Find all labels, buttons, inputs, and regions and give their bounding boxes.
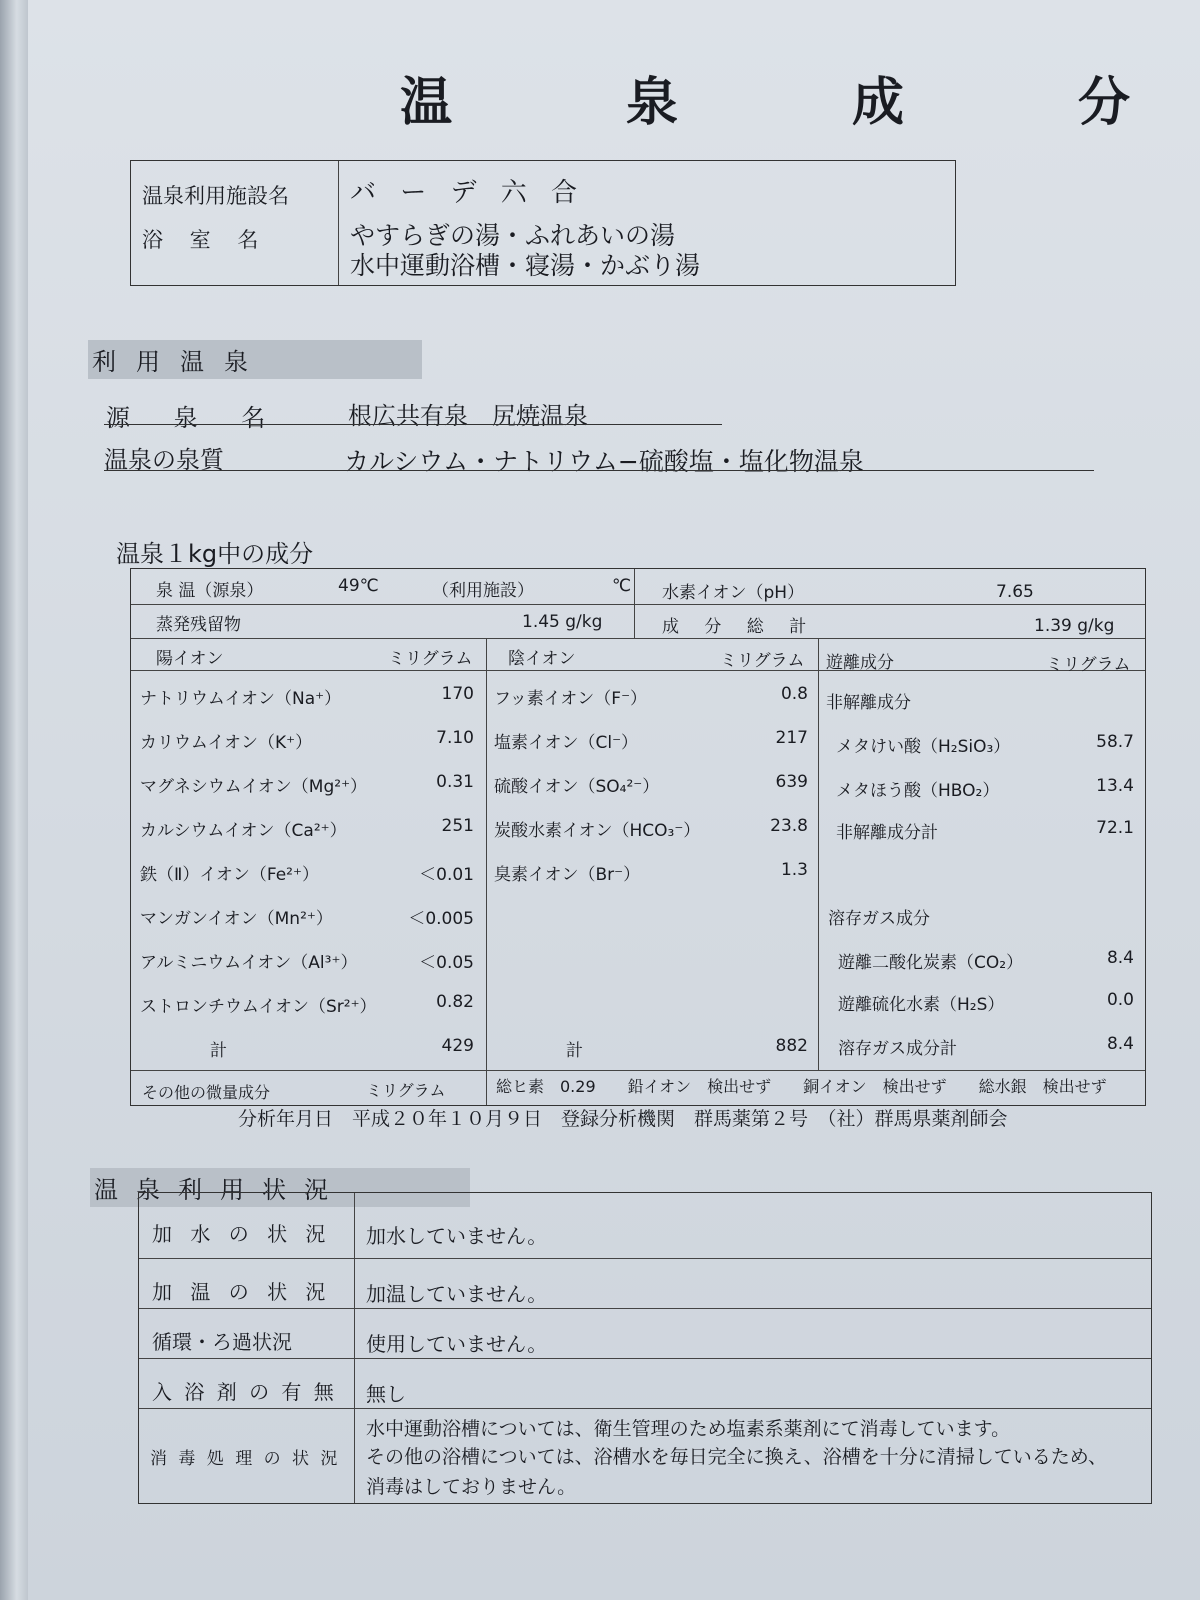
cation-value: 251 xyxy=(441,816,474,836)
disinfection-line-2: その他の浴槽については、浴槽水を毎日完全に換え、浴槽を十分に清掃しているため、 xyxy=(366,1446,1108,1468)
cation-value: ＜0.01 xyxy=(419,865,474,885)
anion-value: 0.8 xyxy=(780,684,808,704)
components-heading: 温泉１kg中の成分 xyxy=(116,540,314,568)
usage-label: 入 浴 剤 の 有 無 xyxy=(152,1380,337,1404)
free-name: メタほう酸（HBO₂） xyxy=(836,781,1000,801)
title-char: 成 xyxy=(851,73,904,133)
trace-unit: ミリグラム xyxy=(366,1081,446,1100)
free-unit: ミリグラム xyxy=(1046,655,1131,675)
cation-name: マンガンイオン（Mn²⁺） xyxy=(140,909,333,929)
trace-items: 総ヒ素 0.29 鉛イオン 検出せず 銅イオン 検出せず 総水銀 検出せず xyxy=(496,1077,1107,1096)
cation-name: マグネシウムイオン（Mg²⁺） xyxy=(140,777,368,797)
facility-temp-unit: ℃ xyxy=(612,576,632,596)
cation-name: ストロンチウムイオン（Sr²⁺） xyxy=(140,997,377,1017)
total-label: 成 分 総 計 xyxy=(662,617,817,637)
facility-temp-label: （利用施設） xyxy=(432,581,534,601)
anion-total-label: 計 xyxy=(566,1041,583,1061)
gas-value: 8.4 xyxy=(1106,1034,1134,1054)
total-value: 1.39 g/kg xyxy=(1034,616,1115,636)
gas-value: 0.0 xyxy=(1106,990,1134,1010)
cation-unit: ミリグラム xyxy=(388,649,473,669)
source-name-label: 源 泉 名 xyxy=(106,404,284,432)
usage-label: 加 温 の 状 況 xyxy=(152,1280,332,1304)
disinfection-label: 消 毒 処 理 の 状 況 xyxy=(150,1449,341,1469)
trace-label: その他の微量成分 xyxy=(142,1083,271,1102)
page-edge xyxy=(0,0,28,1600)
anion-name: 臭素イオン（Br⁻） xyxy=(494,865,641,885)
free-header: 遊離成分 xyxy=(826,653,894,673)
cation-value: 170 xyxy=(441,684,474,704)
usage-label: 加 水 の 状 況 xyxy=(152,1222,332,1246)
facility-label: 温泉利用施設名 xyxy=(142,184,289,208)
page-title xyxy=(400,60,1130,135)
free-value: 13.4 xyxy=(1096,776,1134,796)
title-char: 泉 xyxy=(625,73,678,133)
anion-value: 217 xyxy=(775,728,808,748)
usage-value: 使用していません。 xyxy=(366,1332,548,1356)
gas-name: 遊離二酸化炭素（CO₂） xyxy=(838,953,1024,973)
free-value: 58.7 xyxy=(1096,732,1134,752)
temp-label: 泉 温（源泉） xyxy=(156,581,264,601)
anion-value: 23.8 xyxy=(770,816,808,836)
residue-label: 蒸発残留物 xyxy=(156,615,241,635)
disinfection-line-1: 水中運動浴槽については、衛生管理のため塩素系薬剤にて消毒しています。 xyxy=(366,1418,1011,1440)
ph-value: 7.65 xyxy=(996,582,1034,602)
analysis-info: 分析年月日 平成２０年１０月９日 登録分析機関 群馬薬第２号 （社）群馬県薬剤師会 xyxy=(238,1108,1008,1130)
dissolved-gas-label: 溶存ガス成分 xyxy=(828,909,930,929)
anion-name: 硫酸イオン（SO₄²⁻） xyxy=(494,777,660,797)
section-heading-source: 利用温泉 xyxy=(88,340,422,379)
disinfection-line-3: 消毒はしておりません。 xyxy=(366,1476,577,1498)
cation-total-value: 429 xyxy=(441,1036,474,1056)
anion-value: 1.3 xyxy=(780,860,808,880)
section-heading-usage: 温泉利用状況 xyxy=(90,1168,470,1207)
nondissociated-label: 非解離成分 xyxy=(826,693,911,713)
usage-value: 加温していません。 xyxy=(366,1282,548,1306)
gas-value: 8.4 xyxy=(1106,948,1134,968)
cation-value: 0.31 xyxy=(436,772,474,792)
usage-label: 循環・ろ過状況 xyxy=(152,1330,292,1354)
spring-quality-label: 温泉の泉質 xyxy=(104,446,224,474)
free-value: 72.1 xyxy=(1096,818,1134,838)
usage-value: 無し xyxy=(366,1382,406,1406)
free-name: 非解離成分計 xyxy=(836,823,938,843)
cation-name: 鉄（Ⅱ）イオン（Fe²⁺） xyxy=(140,865,319,885)
ph-label: 水素イオン（pH） xyxy=(662,583,805,603)
anion-name: 塩素イオン（Cl⁻） xyxy=(494,733,639,753)
anion-value: 639 xyxy=(775,772,808,792)
anion-unit: ミリグラム xyxy=(720,651,805,671)
free-name: メタけい酸（H₂SiO₃） xyxy=(836,737,1011,757)
anion-total-value: 882 xyxy=(775,1036,808,1056)
residue-value: 1.45 g/kg xyxy=(522,612,603,632)
gas-name: 遊離硫化水素（H₂S） xyxy=(838,995,1005,1015)
cation-name: アルミニウムイオン（Al³⁺） xyxy=(140,953,358,973)
bath-label: 浴 室 名 xyxy=(142,228,269,252)
cation-name: カルシウムイオン（Ca²⁺） xyxy=(140,821,347,841)
spring-quality-value: カルシウム・ナトリウム−硫酸塩・塩化物温泉 xyxy=(344,447,864,476)
bath-value-2: 水中運動浴槽・寝湯・かぶり湯 xyxy=(350,251,701,280)
cation-value: ＜0.05 xyxy=(419,953,474,973)
anion-header: 陰イオン xyxy=(508,649,576,669)
gas-name: 溶存ガス成分計 xyxy=(838,1039,957,1059)
cation-value: 7.10 xyxy=(436,728,474,748)
cation-name: ナトリウムイオン（Na⁺） xyxy=(140,689,342,709)
source-name-value: 根広共有泉 尻焼温泉 xyxy=(348,402,588,430)
temp-value: 49℃ xyxy=(338,576,379,596)
cation-header: 陽イオン xyxy=(156,649,224,669)
bath-value-1: やすらぎの湯・ふれあいの湯 xyxy=(350,221,676,250)
cation-name: カリウムイオン（K⁺） xyxy=(140,733,313,753)
cation-total-label: 計 xyxy=(210,1041,227,1061)
anion-name: フッ素イオン（F⁻） xyxy=(494,689,648,709)
usage-value: 加水していません。 xyxy=(366,1224,548,1248)
cation-value: 0.82 xyxy=(436,992,474,1012)
anion-name: 炭酸水素イオン（HCO₃⁻） xyxy=(494,821,701,841)
title-char: 温 xyxy=(400,73,453,133)
facility-value: バ ー デ 六 合 xyxy=(350,178,586,208)
title-char: 分 xyxy=(1077,73,1130,133)
cation-value: ＜0.005 xyxy=(408,909,474,929)
